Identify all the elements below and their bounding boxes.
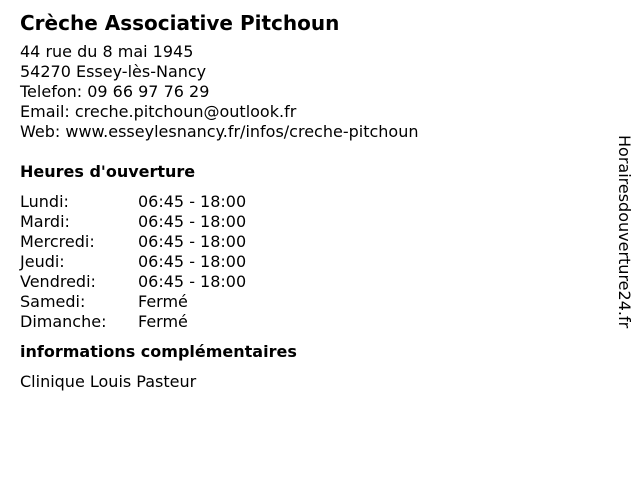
email-line: Email: creche.pitchoun@outlook.fr <box>20 102 297 121</box>
day-label: Mercredi: <box>20 232 95 251</box>
hours-row-friday <box>20 272 580 292</box>
extra-info-text: Clinique Louis Pasteur <box>20 372 197 391</box>
hours-list <box>20 192 580 332</box>
business-name: Crèche Associative Pitchoun <box>20 11 340 35</box>
phone-line: Telefon: 09 66 97 76 29 <box>20 82 210 101</box>
site-watermark: Horairesdouverture24.fr <box>615 135 634 329</box>
day-label: Vendredi: <box>20 272 96 291</box>
hours-heading: Heures d'ouverture <box>20 162 196 181</box>
address-city: 54270 Essey-lès-Nancy <box>20 62 207 81</box>
day-label: Mardi: <box>20 212 70 231</box>
day-hours: 06:45 - 18:00 <box>138 272 247 291</box>
hours-row-wednesday <box>20 232 580 252</box>
day-hours: Fermé <box>138 292 188 311</box>
contact-block <box>20 42 580 142</box>
hours-row-sunday <box>20 312 580 332</box>
business-card <box>20 10 580 392</box>
day-label: Lundi: <box>20 192 69 211</box>
hours-row-monday <box>20 192 580 212</box>
hours-row-saturday <box>20 292 580 312</box>
day-label: Dimanche: <box>20 312 107 331</box>
day-hours: 06:45 - 18:00 <box>138 192 247 211</box>
day-hours: Fermé <box>138 312 188 331</box>
day-label: Samedi: <box>20 292 86 311</box>
day-label: Jeudi: <box>20 252 65 271</box>
address-street: 44 rue du 8 mai 1945 <box>20 42 194 61</box>
extra-info-heading: informations complémentaires <box>20 342 297 361</box>
day-hours: 06:45 - 18:00 <box>138 252 247 271</box>
hours-row-tuesday <box>20 212 580 232</box>
day-hours: 06:45 - 18:00 <box>138 212 247 231</box>
day-hours: 06:45 - 18:00 <box>138 232 247 251</box>
hours-row-thursday <box>20 252 580 272</box>
web-line: Web: www.esseylesnancy.fr/infos/creche-pitchoun <box>20 122 419 141</box>
